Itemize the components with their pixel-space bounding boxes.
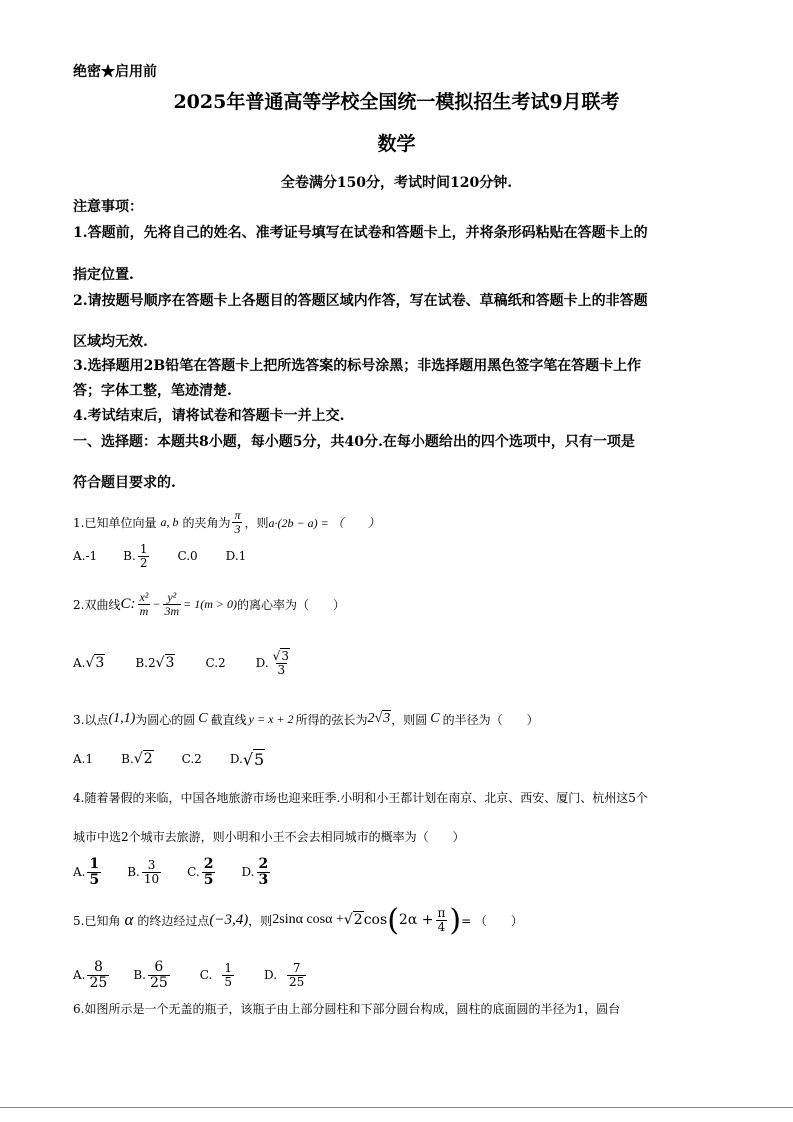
q1-then: ，则 xyxy=(244,515,269,530)
q1-angle-label: 的夹角为 xyxy=(182,515,231,530)
q3-option-a: A.1 xyxy=(73,752,94,766)
q3-option-b-radicand: 2 xyxy=(143,751,153,767)
section-heading-line-1: 一、选择题：本题共8小题，每小题5分，共40分.在每小题给出的四个选项中，只有一项是 xyxy=(73,434,635,450)
q3-chord-radicand: 3 xyxy=(383,711,391,726)
q3-line: y = x + 2 xyxy=(248,711,294,726)
subject-title: 数学 xyxy=(377,133,416,155)
q4-option-a: A. xyxy=(73,865,86,879)
note-1-line-2: 指定位置. xyxy=(73,267,134,283)
question-5 xyxy=(73,900,523,940)
q5-mid: 的终边经过点 xyxy=(137,913,210,928)
note-4: 4.考试结束后，请将试卷和答题卡一并上交. xyxy=(73,408,345,424)
q1-option-b-den: 2 xyxy=(139,555,148,570)
q2-option-c: C.2 xyxy=(205,656,226,670)
q1-option-d: D.1 xyxy=(225,549,247,563)
q3-mid-2: 截直线 xyxy=(210,712,247,727)
q2-option-d-fraction xyxy=(271,650,292,676)
q5-option-d-num: 7 xyxy=(292,960,301,975)
q2-x-fraction xyxy=(137,591,150,617)
question-1 xyxy=(73,502,380,542)
q4-option-c-fraction xyxy=(202,857,216,887)
q5-option-c-fraction xyxy=(222,962,234,988)
q3-option-b-sqrt: √2 xyxy=(133,751,153,767)
secret-label: 绝密★启用前 xyxy=(73,64,157,80)
q4-option-a-fraction xyxy=(87,857,101,887)
q5-left-paren: ( xyxy=(387,902,399,938)
q2-option-d-num: √3 xyxy=(272,648,289,663)
q2-equation-rest: = 1(m > 0) xyxy=(183,596,238,611)
q2-curve-name: C: xyxy=(120,595,136,612)
q3-mid-3: 所得的弦长为 xyxy=(295,712,368,727)
q5-option-c-num: 1 xyxy=(224,960,232,975)
notes-heading: 注意事项： xyxy=(73,199,143,215)
q3-mid-4: ，则圆 xyxy=(391,712,428,727)
q4-line-1: 4.随着暑假的来临，中国各地旅游市场也迎来旺季.小明和小王都计划在南京、北京、西安、厦门、杭州这5个 xyxy=(73,791,648,805)
q5-pi-num: π xyxy=(437,905,446,920)
q2-option-b-sqrt: √3 xyxy=(155,655,175,671)
q2-option-a-sqrt: √3 xyxy=(85,655,105,671)
q5-option-a-num: 8 xyxy=(93,958,103,975)
q4-options xyxy=(73,852,272,892)
q1-options xyxy=(73,538,246,574)
q3-circle-name-2: C xyxy=(430,711,440,726)
q3-center: (1,1) xyxy=(108,711,136,726)
q4-option-b-fraction xyxy=(142,859,161,885)
q4-option-c-num: 2 xyxy=(203,855,214,872)
page-bottom-divider xyxy=(0,1107,793,1108)
q3-option-d: D. xyxy=(229,752,243,766)
q3-chord-coef: 2 xyxy=(367,711,375,726)
q1-option-b: B. xyxy=(123,549,136,563)
exam-info: 全卷满分150分，考试时间120分钟. xyxy=(280,175,513,191)
q5-point: (−3,4) xyxy=(209,911,249,928)
q2-option-b: B.2 xyxy=(135,656,156,670)
q3-prefix: 3.以点 xyxy=(73,712,109,727)
q5-pi-fraction xyxy=(435,907,447,933)
q5-option-a-den: 25 xyxy=(89,974,108,991)
q5-inner: 2α + xyxy=(398,912,434,928)
q2-option-a-radicand: 3 xyxy=(95,655,105,671)
question-3 xyxy=(73,704,539,734)
q1-option-b-num: 1 xyxy=(139,541,148,556)
q5-option-b: B. xyxy=(133,968,146,982)
q2-options xyxy=(73,642,294,684)
q3-mid-1: 为圆心的圆 xyxy=(135,712,196,727)
note-2-line-1: 2.请按题号顺序在答题卡上各题目的答题区域内作答，写在试卷、草稿纸和答题卡上的非答题 xyxy=(73,293,648,309)
q1-angle-fraction xyxy=(232,509,242,535)
q1-vectors: a, b xyxy=(160,514,179,529)
q3-options xyxy=(73,746,265,772)
q3-tail: 的半径为（ ） xyxy=(442,712,539,727)
q4-option-c-den: 5 xyxy=(203,871,214,888)
q4-option-d-num: 2 xyxy=(258,855,269,872)
q5-sqrt: √2 xyxy=(343,912,363,928)
q1-option-c: C.0 xyxy=(177,549,198,563)
q5-alpha: α xyxy=(124,910,134,929)
q2-option-d-den: 3 xyxy=(277,662,286,677)
q2-option-a: A. xyxy=(73,656,86,670)
note-3-line-1: 3.选择题用2B铅笔在答题卡上把所选答案的标号涂黑；非选择题用黑色签字笔在答题卡上作 xyxy=(73,358,642,374)
q2-option-d-radicand: 3 xyxy=(281,648,289,663)
q5-prefix: 5.已知角 xyxy=(73,913,121,928)
q4-option-d: D. xyxy=(241,865,255,879)
q5-expr-1: 2sinα cosα + xyxy=(272,912,344,927)
q4-option-a-den: 5 xyxy=(89,871,100,888)
q2-tail: 的离心率为（ ） xyxy=(237,597,346,612)
q5-tail: = （ ） xyxy=(461,913,523,928)
q1-expression: a·(2b − a) = （ ） xyxy=(268,515,380,530)
q2-option-d: D. xyxy=(255,656,269,670)
q5-option-b-num: 6 xyxy=(154,958,164,975)
q6-line-1: 6.如图所示是一个无盖的瓶子，该瓶子由上部分圆柱和下部分圆台构成，圆柱的底面圆的半径为1，圆台 xyxy=(73,1002,621,1016)
q2-minus: − xyxy=(152,596,161,611)
q3-option-d-sqrt: √5 xyxy=(242,749,265,769)
q4-option-d-fraction xyxy=(257,857,271,887)
q3-option-d-radicand: 5 xyxy=(254,749,265,769)
q5-option-a: A. xyxy=(73,968,86,982)
q4-option-b: B. xyxy=(127,865,140,879)
q4-option-c: C. xyxy=(187,865,200,879)
q4-option-d-den: 3 xyxy=(258,871,269,888)
q4-option-a-num: 1 xyxy=(89,855,100,872)
q5-sqrt-radicand: 2 xyxy=(353,912,363,928)
section-heading-line-2: 符合题目要求的. xyxy=(73,475,176,491)
q2-x-den: m xyxy=(139,603,149,618)
note-3-line-2: 答；字体工整，笔迹清楚. xyxy=(73,383,232,399)
q2-y-fraction xyxy=(163,591,182,617)
q3-chord: 2√3 xyxy=(367,711,391,726)
q5-option-b-den: 25 xyxy=(149,974,168,991)
q3-option-c: C.2 xyxy=(181,752,202,766)
q4-line-2: 城市中选2个城市去旅游，则小明和小王不会去相同城市的概率为（ ） xyxy=(73,830,465,844)
q1-prefix: 1.已知单位向量 xyxy=(73,515,157,530)
q5-option-a-fraction xyxy=(87,960,109,990)
note-2-line-2: 区域均无效. xyxy=(73,334,148,350)
q5-option-d-den: 25 xyxy=(289,974,305,989)
q5-options xyxy=(73,955,308,995)
q5-option-d: D. xyxy=(264,968,278,982)
q1-angle-num: π xyxy=(234,507,241,522)
note-1-line-1: 1.答题前，先将自己的姓名、准考证号填写在试卷和答题卡上，并将条形码粘贴在答题卡上的 xyxy=(73,225,648,241)
q3-option-b: B. xyxy=(121,752,134,766)
q5-then: ，则 xyxy=(248,913,273,928)
q4-option-b-num: 3 xyxy=(147,857,156,872)
q2-x-num: x² xyxy=(139,589,149,604)
q5-option-b-fraction xyxy=(148,960,170,990)
exam-title: 2025年普通高等学校全国统一模拟招生考试9月联考 xyxy=(173,91,620,113)
q5-pi-den: 4 xyxy=(437,919,446,934)
q1-option-b-fraction xyxy=(138,543,150,569)
q5-right-paren: ) xyxy=(449,902,462,938)
q5-option-c-den: 5 xyxy=(224,974,232,989)
q2-y-den: 3m xyxy=(164,603,180,618)
q1-option-a: A.-1 xyxy=(73,549,98,563)
q2-y-num: y² xyxy=(167,589,177,604)
q4-option-b-den: 10 xyxy=(143,871,160,886)
q5-cos: cos xyxy=(363,912,388,928)
q2-option-b-radicand: 3 xyxy=(165,655,175,671)
question-2 xyxy=(73,584,345,624)
q5-option-c: C. xyxy=(199,968,213,982)
q2-prefix: 2.双曲线 xyxy=(73,597,121,612)
q3-circle-name: C xyxy=(198,711,208,726)
q1-angle-den: 3 xyxy=(234,521,241,536)
q5-option-d-fraction xyxy=(287,962,306,988)
